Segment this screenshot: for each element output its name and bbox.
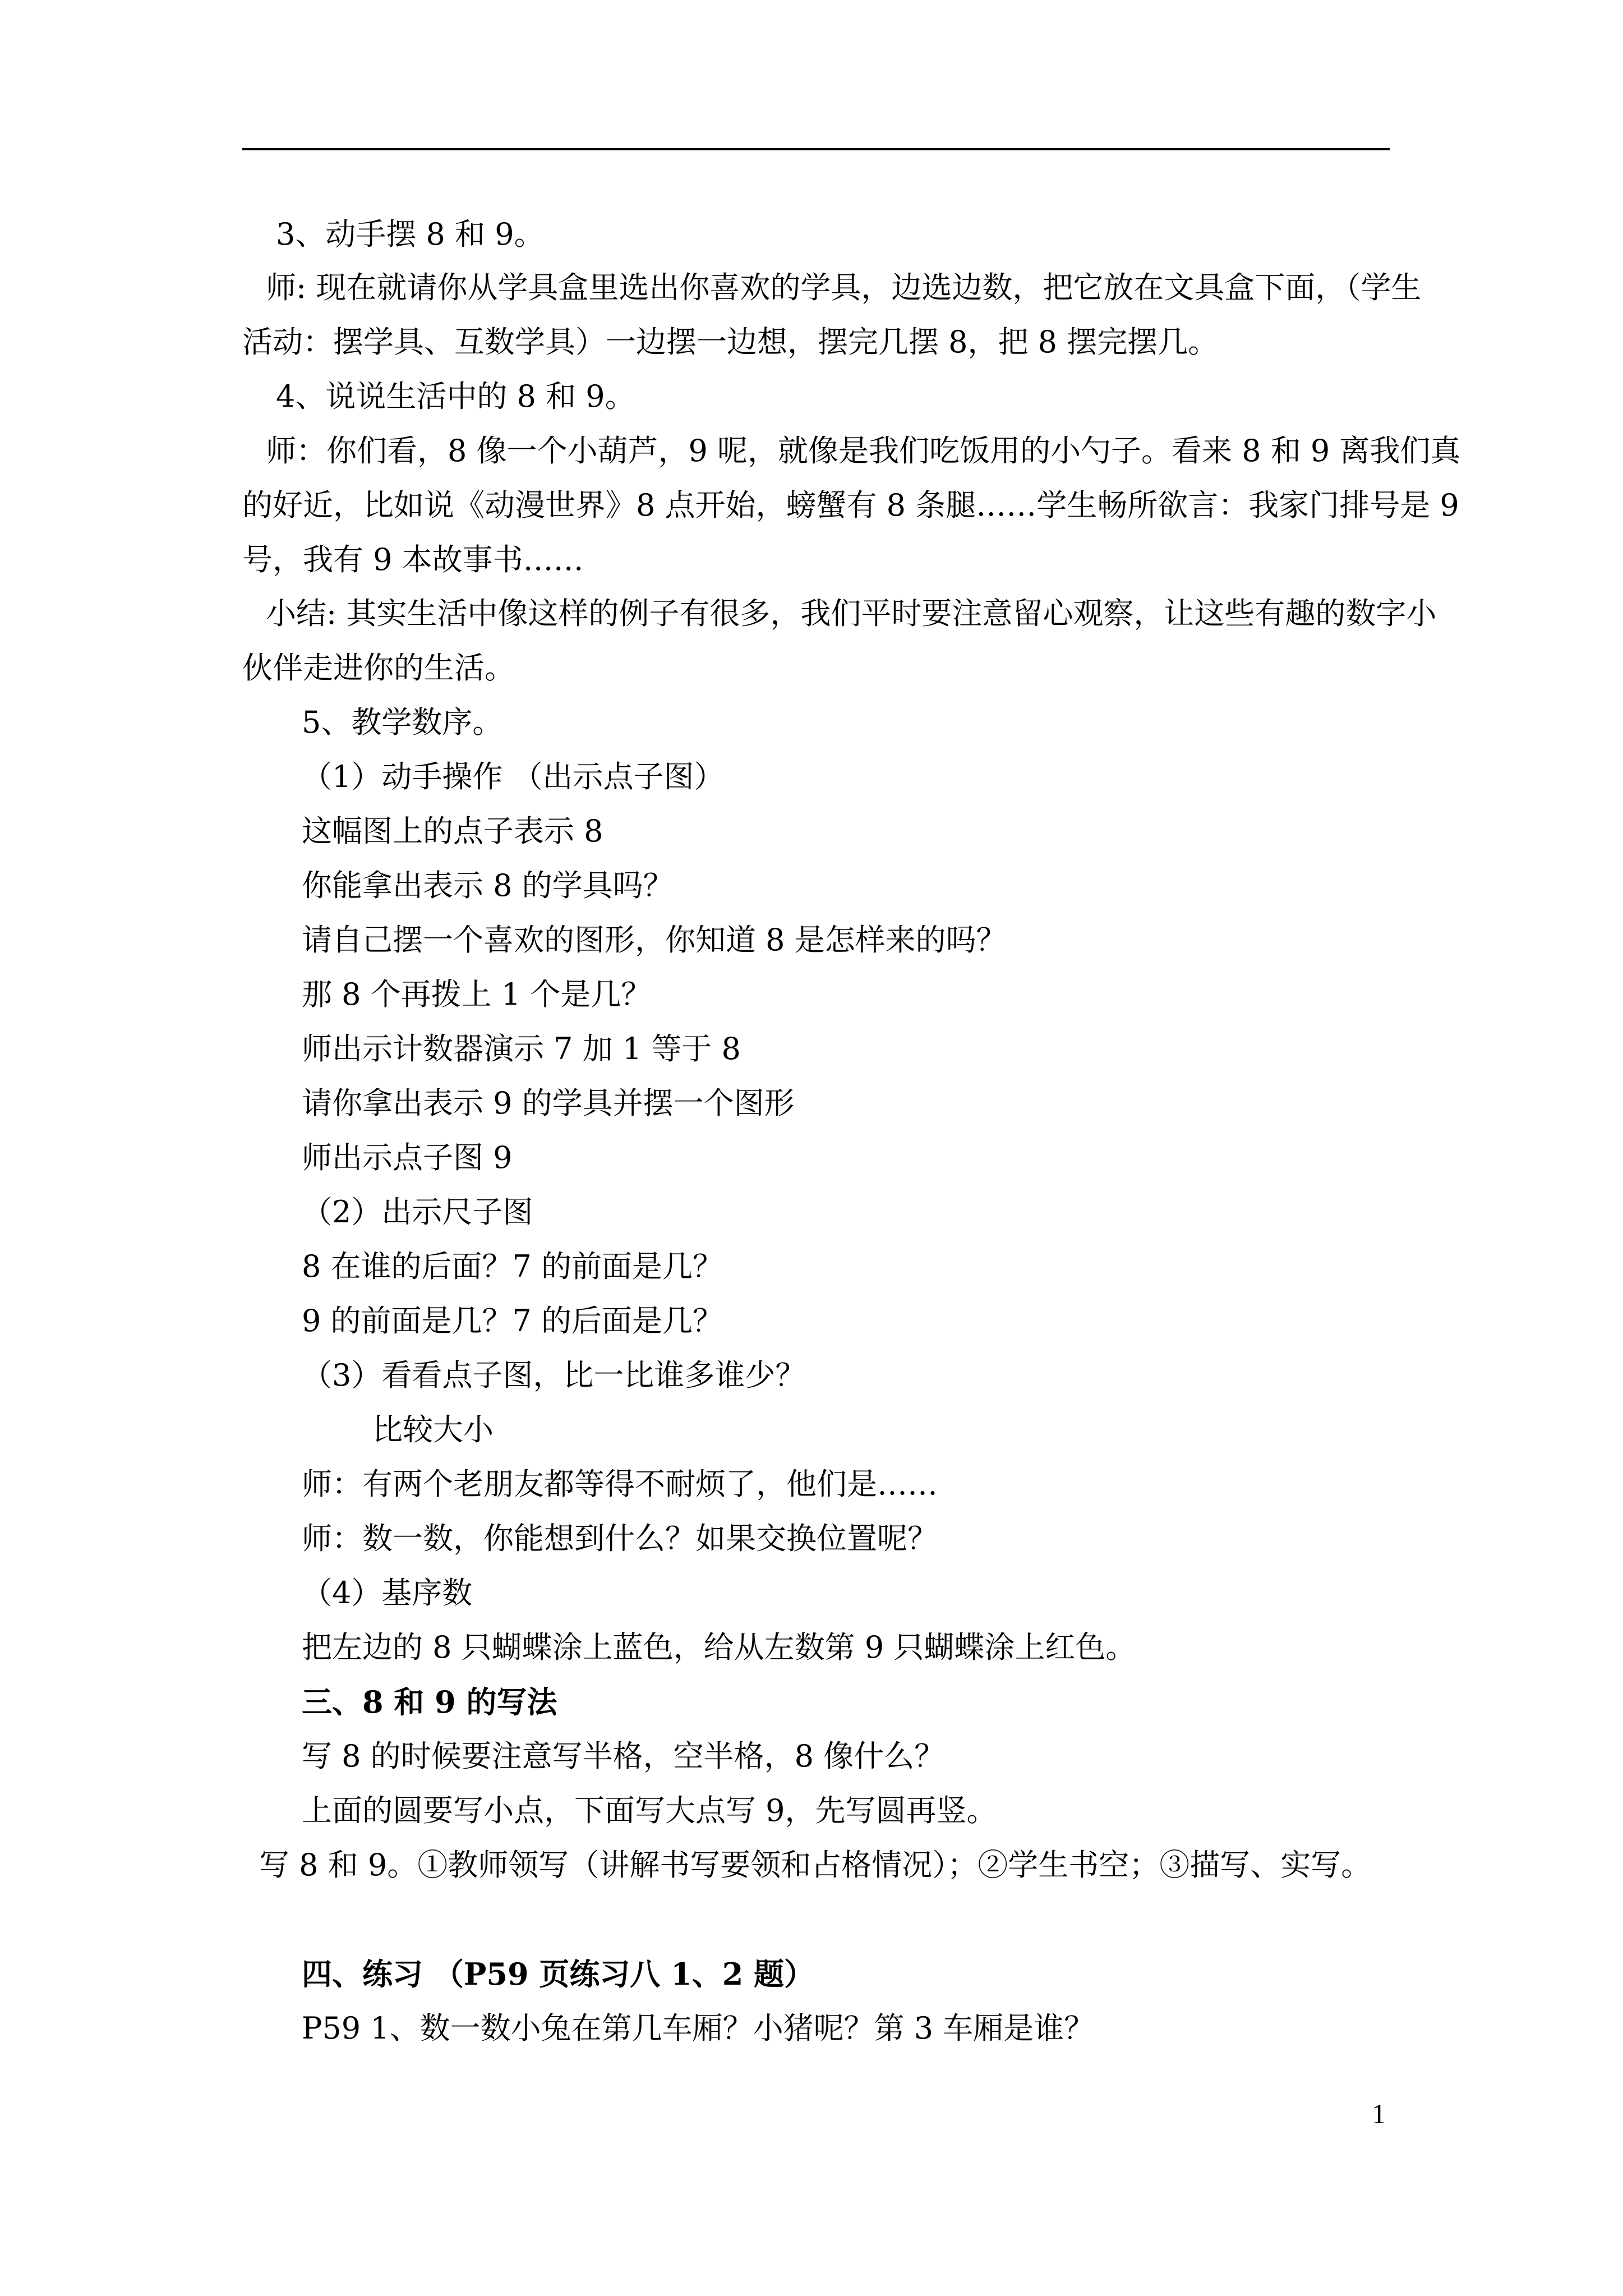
text-line: 写 8 的时候要注意写半格，空半格，8 像什么？ [302, 1738, 945, 1774]
text-line: 请你拿出表示 9 的学具并摆一个图形 [302, 1085, 795, 1121]
text-line: 5、教学数序。 [302, 705, 503, 740]
text-line: （2）出示尺子图 [302, 1194, 533, 1230]
page-number: 1 [1372, 2098, 1386, 2129]
text-line: （4）基序数 [302, 1575, 473, 1611]
text-line: 的好近，比如说《动漫世界》8 点开始，螃蟹有 8 条腿……学生畅所欲言：我家门排号是 9 [242, 487, 1459, 523]
section-heading: 三、8 和 9 的写法 [302, 1684, 557, 1720]
text-line: 3、动手摆 8 和 9。 [276, 217, 545, 252]
section-heading: 四、练习 （P59 页练习八 1、2 题） [302, 1956, 815, 1992]
text-line: 师出示点子图 9 [302, 1140, 513, 1175]
text-line: 师：有两个老朋友都等得不耐烦了，他们是…… [302, 1466, 938, 1502]
text-line: 师：数一数，你能想到什么？如果交换位置呢？ [302, 1521, 938, 1556]
text-line: 号，我有 9 本故事书…… [242, 542, 584, 577]
text-line: 上面的圆要写小点，下面写大点写 9，先写圆再竖。 [302, 1793, 997, 1828]
text-line: 写 8 和 9。①教师领写（讲解书写要领和占格情况）；②学生书空；③描写、实写。 [259, 1847, 1372, 1883]
text-line: （1）动手操作 （出示点子图） [302, 759, 725, 794]
text-line: 8 在谁的后面？7 的前面是几？ [302, 1249, 723, 1284]
text-line: 师: 现在就请你从学具盒里选出你喜欢的学具，边选边数，把它放在文具盒下面，（学生 [266, 270, 1422, 305]
text-line: 这幅图上的点子表示 8 [302, 813, 603, 849]
text-line: 小结: 其实生活中像这样的例子有很多，我们平时要注意留心观察，让这些有趣的数字小 [266, 596, 1437, 631]
text-line: P59 1、数一数小兔在第几车厢？小猪呢？第 3 车厢是谁？ [302, 2010, 1095, 2046]
text-line: 请自己摆一个喜欢的图形，你知道 8 是怎样来的吗？ [302, 922, 1007, 958]
text-line: 把左边的 8 只蝴蝶涂上蓝色，给从左数第 9 只蝴蝶涂上红色。 [302, 1630, 1136, 1665]
text-line: 比较大小 [372, 1412, 494, 1447]
text-line: 你能拿出表示 8 的学具吗？ [302, 868, 674, 903]
text-line: 伙伴走进你的生活。 [242, 650, 515, 685]
text-line: 4、说说生活中的 8 和 9。 [276, 379, 635, 414]
text-line: （3）看看点子图，比一比谁多谁少？ [302, 1358, 806, 1393]
text-line: 9 的前面是几？7 的后面是几？ [302, 1303, 723, 1338]
text-line: 那 8 个再拨上 1 个是几？ [302, 977, 652, 1012]
text-line: 师出示计数器演示 7 加 1 等于 8 [302, 1031, 741, 1066]
text-line: 师：你们看，8 像一个小葫芦，9 呢，就像是我们吃饭用的小勺子。看来 8 和 9 离我们真 [266, 433, 1461, 468]
text-line: 活动：摆学具、互数学具）一边摆一边想，摆完几摆 8，把 8 摆完摆几。 [242, 324, 1219, 360]
header-rule [242, 148, 1390, 150]
